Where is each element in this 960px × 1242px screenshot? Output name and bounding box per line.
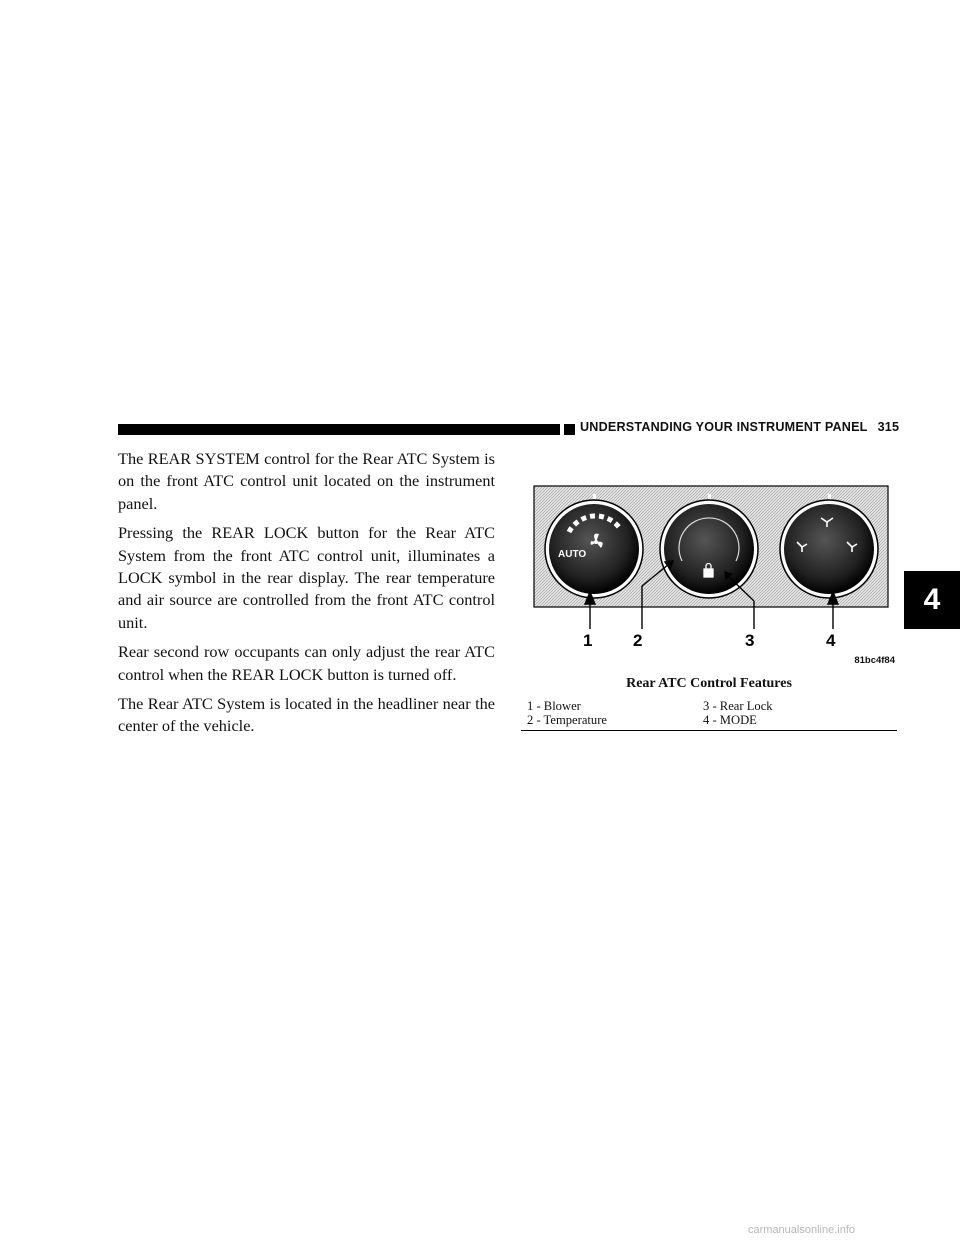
page-number: 315 (877, 420, 900, 434)
legend-item: 4 - MODE (703, 713, 757, 727)
paragraph: Rear second row occupants can only adjust the rear ATC control when the REAR LOCK button is turned off. (118, 642, 495, 684)
watermark: carmanualsonline.info (748, 1224, 856, 1236)
legend-item: 3 - Rear Lock (703, 699, 773, 713)
auto-label: AUTO (558, 549, 587, 560)
paragraph: The REAR SYSTEM control for the Rear ATC System is on the front ATC control unit located on the instrument panel. (118, 449, 495, 513)
paragraph: Pressing the REAR LOCK button for the Rear ATC System from the front ATC control unit, illuminates a LOCK symbol in the rear display. The rear temperature and air source are controlled from the front ATC control unit. (118, 523, 495, 632)
callout-1: 1 (583, 631, 593, 650)
header-rule (118, 424, 560, 435)
figure-code: 81bc4f84 (854, 655, 895, 666)
control-figure (521, 484, 897, 668)
callout-4: 4 (826, 631, 836, 650)
figure-caption: Rear ATC Control Features (626, 676, 792, 691)
figure-legend (521, 699, 897, 731)
header-square (564, 424, 575, 435)
legend-item: 1 - Blower (527, 699, 581, 713)
atc-panel-illustration (521, 484, 897, 668)
running-header (580, 420, 899, 434)
callout-2: 2 (633, 631, 643, 650)
section-title: UNDERSTANDING YOUR INSTRUMENT PANEL (580, 420, 868, 434)
callout-3: 3 (745, 631, 755, 650)
body-text (118, 448, 495, 745)
legend-item: 2 - Temperature (527, 713, 608, 727)
paragraph: The Rear ATC System is located in the headliner near the center of the vehicle. (118, 694, 495, 736)
chapter-tab: 4 (904, 571, 960, 629)
